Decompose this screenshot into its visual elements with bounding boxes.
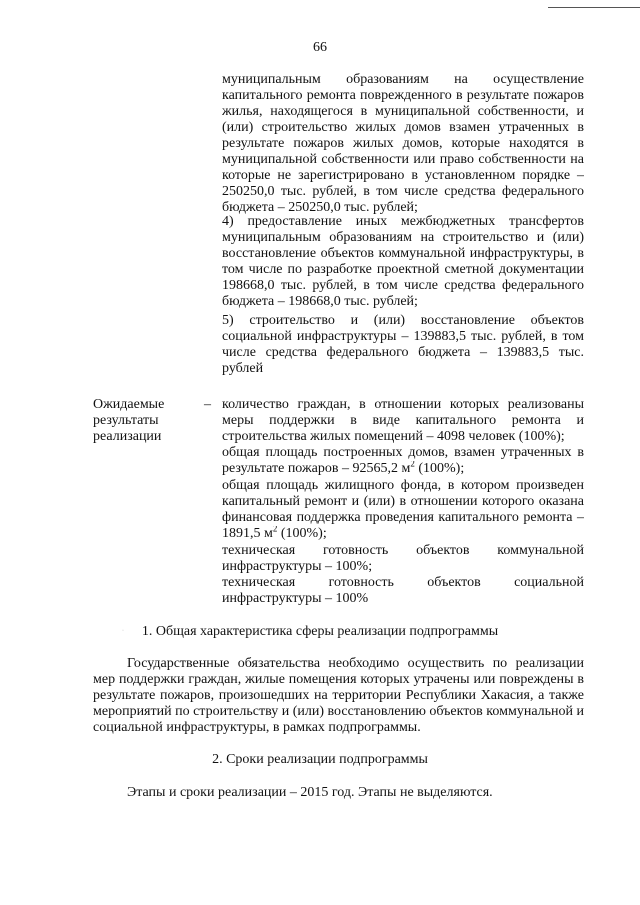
text-line: инфраструктуры – 100%; (222, 559, 373, 574)
text-line: восстановление объектов коммунальной инфраструктуры, в (222, 246, 584, 261)
text-line: бюджета – 198668,0 тыс. рублей; (222, 294, 418, 309)
text-line: 250250,0 тыс. рублей, в том числе средства федерального (222, 184, 584, 199)
result-housing-repair (222, 478, 584, 542)
page-number: 66 (313, 40, 327, 55)
result-social-readiness (222, 575, 584, 607)
text-line: социальной инфраструктуры – 139883,5 тыс. рублей, в том (222, 329, 584, 344)
text-line: Государственные обязательства необходимо осуществить по реализации (127, 656, 584, 671)
text-line: общая площадь построенных домов, взамен утраченных в (222, 445, 584, 460)
text-line (222, 461, 584, 477)
section-2-paragraph (93, 785, 584, 801)
text-line: Этапы и сроки реализации – 2015 год. Этапы не выделяются. (127, 785, 493, 800)
text-line: финансовая поддержка проведения капитального ремонта – (222, 510, 584, 525)
section-1-paragraph (93, 656, 584, 736)
text-line: том числе по разработке проектной сметной документации (222, 262, 584, 277)
text-line: количество граждан, в отношении которых реализованы (222, 397, 584, 412)
scan-speck: · (122, 628, 124, 634)
text-line: муниципальным образованиям на осуществление (222, 72, 584, 87)
text-line: (или) строительство жилых домов взамен утраченных в (222, 120, 584, 135)
label-dash: – (204, 397, 211, 412)
superscript: 2 (410, 461, 415, 469)
text-line: мероприятий по строительству и (или) восстановлению объектов коммунальной и (93, 704, 584, 719)
text-line: строительства жилых помещений – 4098 человек (100%); (222, 429, 565, 444)
text-line: муниципальным образованиям на строительство и (или) (222, 230, 584, 245)
text-line: муниципальной собственности или право собственности на (222, 152, 584, 167)
text-line: техническая готовность объектов социальной (222, 575, 584, 590)
text-line: результате пожаров, произошедших на территории Республики Хакасия, а также (93, 688, 584, 703)
text-line: 5) строительство и (или) восстановление объектов (222, 313, 584, 328)
text-line: меры поддержки в виде капитального ремонта и (222, 413, 584, 428)
top-rule (548, 7, 640, 8)
label-line: результаты (93, 413, 159, 428)
text-line: жилья, находящегося в муниципальной собственности, и (222, 104, 584, 119)
text-line: результате пожаров жилых домов, которые находятся в (222, 136, 584, 151)
text-line: рублей (222, 361, 264, 376)
text-line: техническая готовность объектов коммунальной (222, 543, 584, 558)
text-fragment: (100%); (277, 526, 327, 541)
text-fragment: (100%); (414, 461, 465, 476)
text-line: бюджета – 250250,0 тыс. рублей; (222, 200, 418, 215)
text-line: капитальный ремонт и (или) в отношении которого оказана (222, 494, 584, 509)
text-fragment: результате пожаров – 92565,2 м (222, 461, 411, 476)
text-line: которые не зарегистрировано в установленном порядке – (222, 168, 584, 183)
financing-item-3 (222, 72, 584, 216)
result-houses-area (222, 445, 584, 477)
text-line: общая площадь жилищного фонда, в котором произведен (222, 478, 584, 493)
label-line: Ожидаемые (93, 397, 165, 412)
financing-item-5 (222, 313, 584, 377)
superscript: 2 (272, 526, 278, 534)
result-citizens (222, 397, 584, 445)
section-heading-1: 1. Общая характеристика сферы реализации подпрограммы (141, 624, 499, 639)
text-line: мер поддержки граждан, жилые помещения которых утрачены или повреждены в (93, 672, 584, 687)
label-line: реализации (93, 429, 162, 444)
text-fragment: 1891,5 м (222, 526, 273, 541)
text-line (222, 526, 584, 542)
result-communal-readiness (222, 543, 584, 575)
text-line: числе средства федерального бюджета – 139883,5 тыс. (222, 345, 584, 360)
text-line: социальной инфраструктуры, в рамках подпрограммы. (93, 720, 421, 735)
text-line: инфраструктуры – 100% (222, 591, 369, 606)
text-line: капитального ремонта поврежденного в результате пожаров (222, 88, 584, 103)
text-line: 198668,0 тыс. рублей, в том числе средства федерального (222, 278, 584, 293)
text-line: 4) предоставление иных межбюджетных трансфертов (222, 214, 584, 229)
financing-item-4 (222, 214, 584, 310)
expected-results-label (93, 397, 203, 445)
section-heading-2: 2. Сроки реализации подпрограммы (212, 752, 428, 767)
